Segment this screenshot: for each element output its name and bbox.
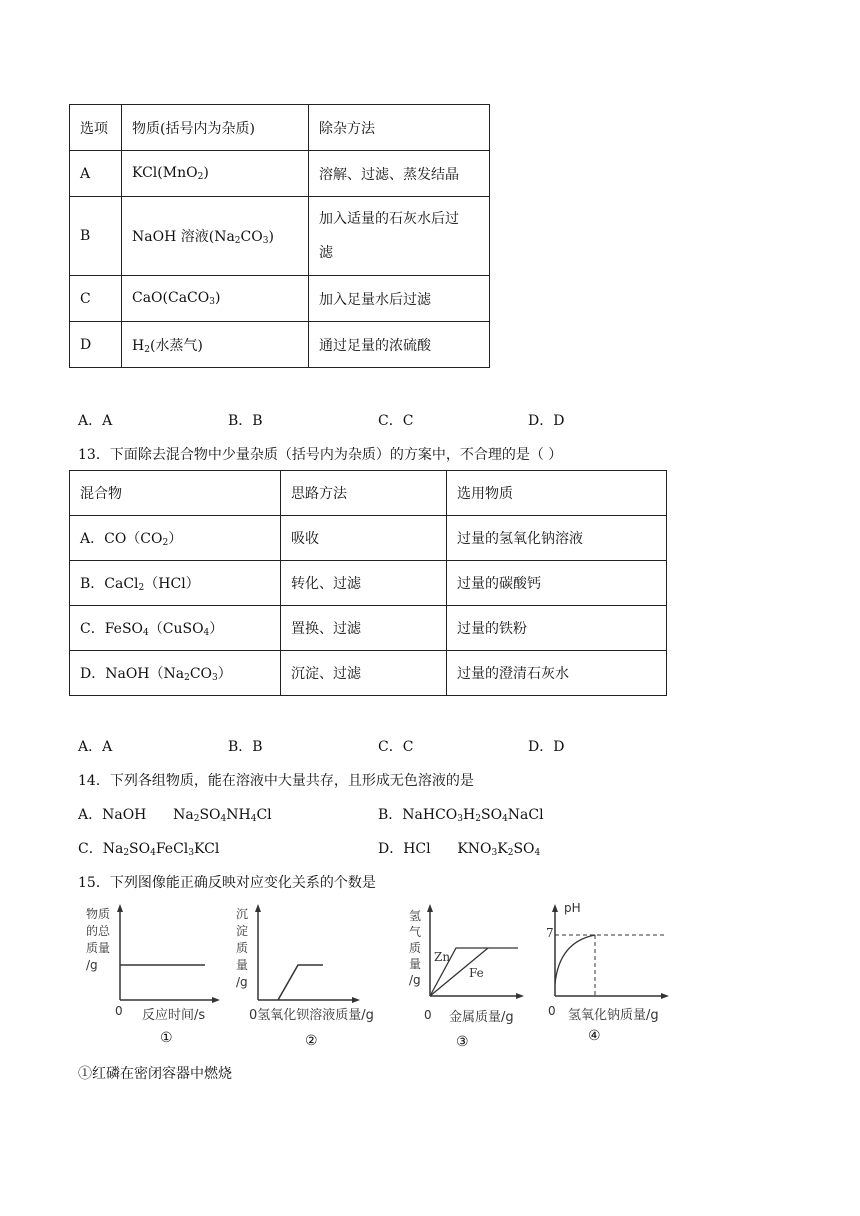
graph-4-xlabel: 氢氧化钠质量/g <box>568 1008 659 1023</box>
table-q12 <box>69 104 490 368</box>
option-cell: C <box>70 276 122 322</box>
graph-3-fe-label: Fe <box>469 966 484 980</box>
table-row <box>70 651 667 696</box>
graph-1-ylabel: 物质 的总 质量 /g <box>86 907 111 972</box>
header-cell: 选项 <box>70 105 122 151</box>
table-row <box>70 322 490 368</box>
reagent-cell: 过量的碳酸钙 <box>447 561 667 606</box>
mixture-cell: B．CaCl$_2$（HCl） <box>70 561 281 606</box>
method-cell: 置换、过滤 <box>281 606 447 651</box>
graph-3-number: ③ <box>456 1034 469 1050</box>
graph-4-number: ④ <box>588 1028 601 1044</box>
graph-3-origin: 0 <box>424 1008 432 1022</box>
option-cell: B <box>70 197 122 276</box>
substance-cell: KCl(MnO$_2$) <box>122 151 309 197</box>
graph-3-zn-label: Zn <box>434 950 451 964</box>
q15-stem: 15．下列图像能正确反映对应变化关系的个数是 <box>78 875 376 891</box>
header-cell: 物质(括号内为杂质) <box>122 105 309 151</box>
q13-option-d[interactable]: D．D <box>528 739 565 755</box>
option-cell: A <box>70 151 122 197</box>
graph-1-axes <box>110 904 220 1004</box>
q14-stem: 14．下列各组物质，能在溶液中大量共存，且形成无色溶液的是 <box>78 773 474 789</box>
graph-4-curve <box>555 935 595 984</box>
method-cell: 转化、过滤 <box>281 561 447 606</box>
method-cell: 吸收 <box>281 516 447 561</box>
q14-option-d[interactable]: D．HCl $KNO_3K_2SO_4$ <box>378 841 541 858</box>
header-cell: 选用物质 <box>447 471 667 516</box>
graph-4-tick-7: 7 <box>546 926 554 940</box>
graph-3-ylabel: 氢 气 质 量 /g <box>409 909 422 987</box>
q12-option-a[interactable]: A．A <box>78 413 113 429</box>
method-cell: 加入足量水后过滤 <box>309 276 490 322</box>
substance-cell: $H_2$(水蒸气) <box>122 322 309 368</box>
option-cell: D <box>70 322 122 368</box>
graph-4-ylabel: pH <box>564 901 581 915</box>
table-row <box>70 151 490 197</box>
graph-4-axes <box>545 904 670 1000</box>
table-row <box>70 516 667 561</box>
substance-cell: CaO(CaCO$_3$) <box>122 276 309 322</box>
substance-cell: NaOH 溶液$(Na_2CO_3)$ <box>122 197 309 276</box>
graph-1-xlabel: 反应时间/s <box>142 1008 206 1023</box>
method-cell: 加入适量的石灰水后过 滤 <box>309 197 490 276</box>
table-row <box>70 606 667 651</box>
header-cell: 思路方法 <box>281 471 447 516</box>
q12-option-c[interactable]: C．C <box>378 413 414 429</box>
mixture-cell: D．$NaOH(Na_2CO_3)$ <box>70 651 281 696</box>
graph-1-number: ① <box>160 1030 173 1046</box>
table-row <box>70 276 490 322</box>
q12-option-b[interactable]: B．B <box>228 413 263 429</box>
table-header-row <box>70 471 667 516</box>
graph-2-number: ② <box>305 1033 318 1049</box>
q15-item-1: ①红磷在密闭容器中燃烧 <box>78 1066 232 1082</box>
table-row <box>70 561 667 606</box>
mixture-cell: C．FeSO$_4$（CuSO$_4$） <box>70 606 281 651</box>
header-cell: 除杂方法 <box>309 105 490 151</box>
method-cell: 沉淀、过滤 <box>281 651 447 696</box>
table-header-row <box>70 105 490 151</box>
q14-option-b[interactable]: B．$NaHCO_3H_2SO_4NaCl$ <box>378 807 544 824</box>
mixture-cell: A．$CO(CO_2)$ <box>70 516 281 561</box>
q13-stem: 13．下面除去混合物中少量杂质（括号内为杂质）的方案中，不合理的是（ ） <box>78 447 563 463</box>
reagent-cell: 过量的氢氧化钠溶液 <box>447 516 667 561</box>
graph-1-origin: 0 <box>115 1004 123 1018</box>
graph-4-origin: 0 <box>548 1004 556 1018</box>
q13-option-a[interactable]: A．A <box>78 739 113 755</box>
method-cell: 通过足量的浓硫酸 <box>309 322 490 368</box>
graph-2-line <box>278 965 323 1000</box>
header-cell: 混合物 <box>70 471 281 516</box>
table-row <box>70 197 490 276</box>
reagent-cell: 过量的澄清石灰水 <box>447 651 667 696</box>
graph-2-xlabel: 0氢氧化钡溶液质量/g <box>249 1008 374 1023</box>
graph-2-ylabel: 沉 淀 质 量 /g <box>236 907 249 989</box>
reagent-cell: 过量的铁粉 <box>447 606 667 651</box>
q13-option-b[interactable]: B．B <box>228 739 263 755</box>
graph-3-xlabel: 金属质量/g <box>449 1010 514 1025</box>
method-cell: 溶解、过滤、蒸发结晶 <box>309 151 490 197</box>
q14-option-a[interactable]: A．NaOH $Na_2SO_4NH_4Cl$ <box>78 807 272 824</box>
q14-option-c[interactable]: C．$Na_2SO_4FeCl_3KCl$ <box>78 841 220 858</box>
q12-option-d[interactable]: D．D <box>528 413 565 429</box>
table-q13 <box>69 470 667 696</box>
q13-option-c[interactable]: C．C <box>378 739 414 755</box>
graph-2-axes <box>250 904 360 1004</box>
